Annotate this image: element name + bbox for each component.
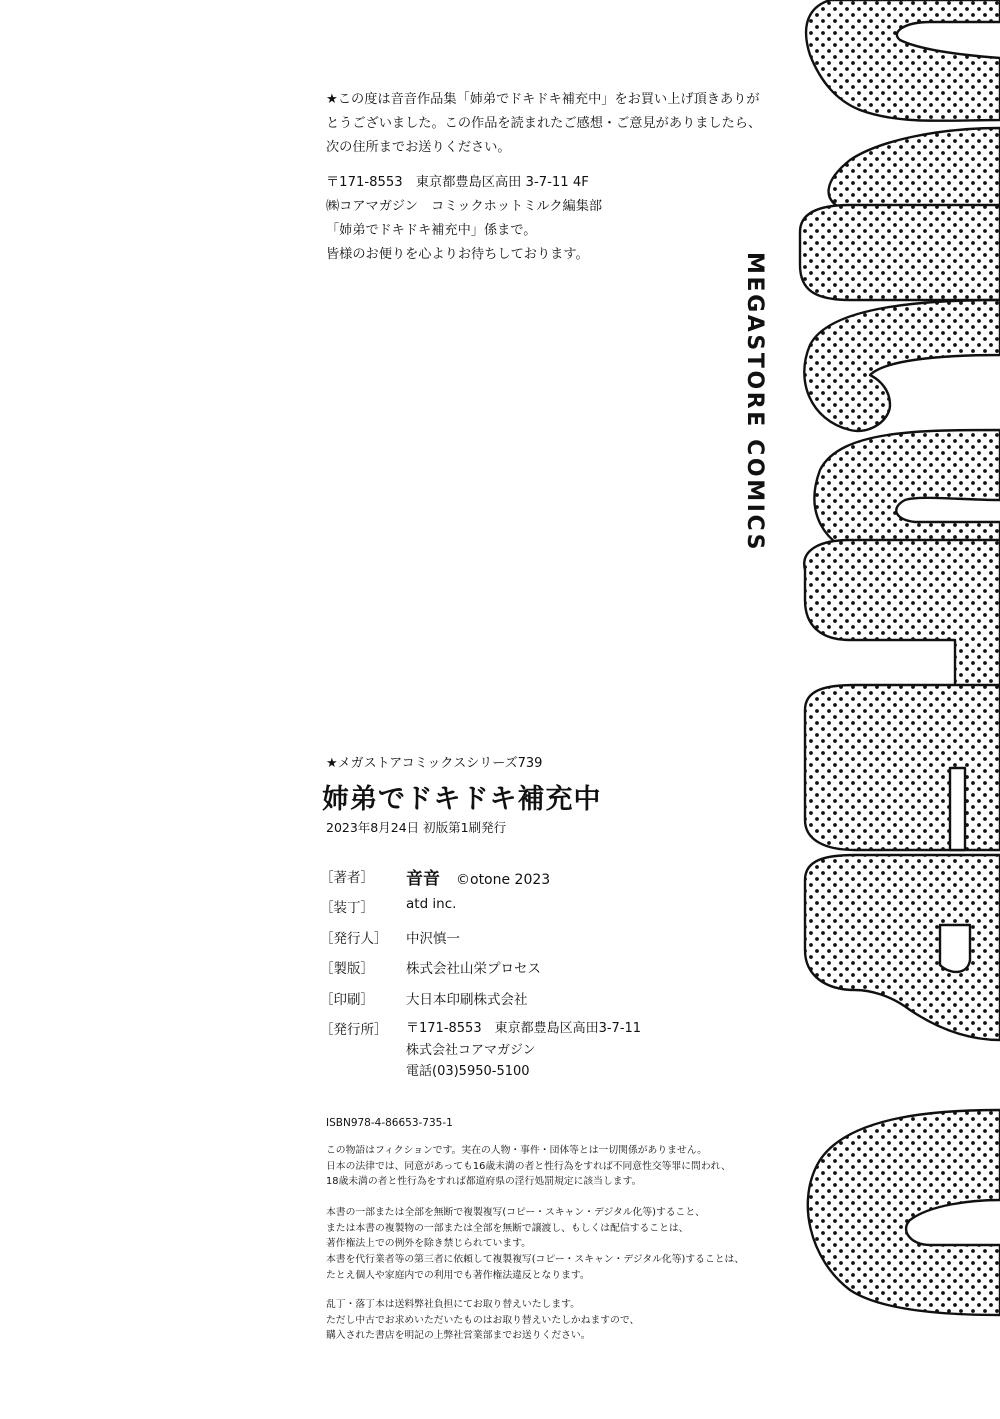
logo-letter-t: [804, 540, 1000, 700]
thanks-line: とうございました。この作品を読まれたご感想・ご意見がありましたら、: [326, 116, 762, 131]
author-copyright: ©otone 2023: [456, 872, 551, 888]
publisher-company: 株式会社コアマガジン: [406, 1042, 536, 1058]
credit-label: ［製版］: [320, 961, 374, 977]
isbn: ISBN978-4-86653-735-1: [326, 1117, 453, 1129]
publisher-phone: 電話(03)5950-5100: [406, 1064, 530, 1079]
returns-notice: [326, 1297, 639, 1344]
credit-value: [406, 864, 550, 889]
address-line: 「姉弟でドキドキ補充中」係まで。: [326, 223, 537, 238]
logo-letter-e: [805, 685, 1000, 850]
address-line: 〒171-8553 東京都豊島区高田 3-7-11 4F: [326, 175, 589, 190]
thanks-line: ★この度は音音作品集「姉弟でドキドキ補充中」をお買い上げ頂きありが: [326, 92, 760, 107]
logo-letter-s-lower: [829, 128, 1000, 210]
book-title: 姉弟でドキドキ補充中: [322, 784, 602, 815]
credit-value: 大日本印刷株式会社: [406, 992, 528, 1008]
megastore-comics-brand: MEGASTORE COMICS: [742, 252, 767, 553]
credit-label: ［発行所］: [320, 1022, 388, 1038]
legal-line: ただし中古でお求めいただいたものはお取り替えいたしかねますので、: [326, 1314, 640, 1326]
thanks-line: 次の住所までお送りください。: [326, 140, 511, 155]
copyright-notice: [326, 1205, 744, 1284]
credit-value: 株式会社山栄プロセス: [406, 961, 541, 977]
logo-letter-i: [800, 205, 1000, 300]
legal-line: 本書を代行業者等の第三者に依頼して複製複写(コピー・スキャン・デジタル化等)することは、: [326, 1254, 745, 1266]
credit-label: ［印刷］: [320, 992, 374, 1008]
legal-line: または本書の複製物の一部または全部を無断で譲渡し、もしくは配信することは、: [326, 1222, 689, 1234]
sister-logo: [790, 0, 1000, 1419]
logo-letter-s: [806, 0, 1000, 121]
logo-letter-s2: [804, 300, 1000, 431]
legal-line: 18歳未満の者と性行為をすれば都道府県の淫行処罰規定に該当します。: [326, 1176, 642, 1188]
address-line: 皆様のお便りを心よりお待ちしております。: [326, 247, 589, 262]
legal-line: たとえ個人や家庭内での利用でも著作権法違反となります。: [326, 1269, 590, 1281]
fiction-notice: [326, 1143, 731, 1190]
legal-line: この物語はフィクションです。実在の人物・事件・団体等とは一切関係がありません。: [326, 1145, 707, 1156]
series-number: ★メガストアコミックスシリーズ739: [326, 756, 543, 771]
publisher-address: 〒171-8553 東京都豊島区高田3-7-11: [406, 1021, 642, 1036]
credit-label: ［発行人］: [320, 931, 388, 947]
legal-line: 乱丁・落丁本は送料弊社負担にてお取り替えいたします。: [326, 1299, 580, 1310]
publication-date: 2023年8月24日 初版第1刷発行: [326, 820, 507, 835]
legal-line: 日本の法律では、同意があっても16歳未満の者と性行為をすれば不同意性交等罪に問われ、: [326, 1160, 731, 1172]
legal-line: 著作権法上での例外を除き禁じられています。: [326, 1238, 531, 1250]
credit-label: ［装丁］: [320, 900, 374, 916]
legal-line: 購入された書店を明記の上弊社営業部までお送りください。: [326, 1330, 591, 1342]
address-line: ㈱コアマガジン コミックホットミルク編集部: [326, 199, 603, 214]
credit-value: atd inc.: [406, 896, 457, 912]
credit-label: ［著者］: [320, 870, 374, 886]
credit-value: [406, 1018, 641, 1083]
credit-value: 中沢慎一: [406, 931, 460, 947]
legal-line: 本書の一部または全部を無断で複製複写(コピー・スキャン・デジタル化等)すること、: [326, 1207, 705, 1218]
author-name: 音音: [406, 869, 440, 889]
